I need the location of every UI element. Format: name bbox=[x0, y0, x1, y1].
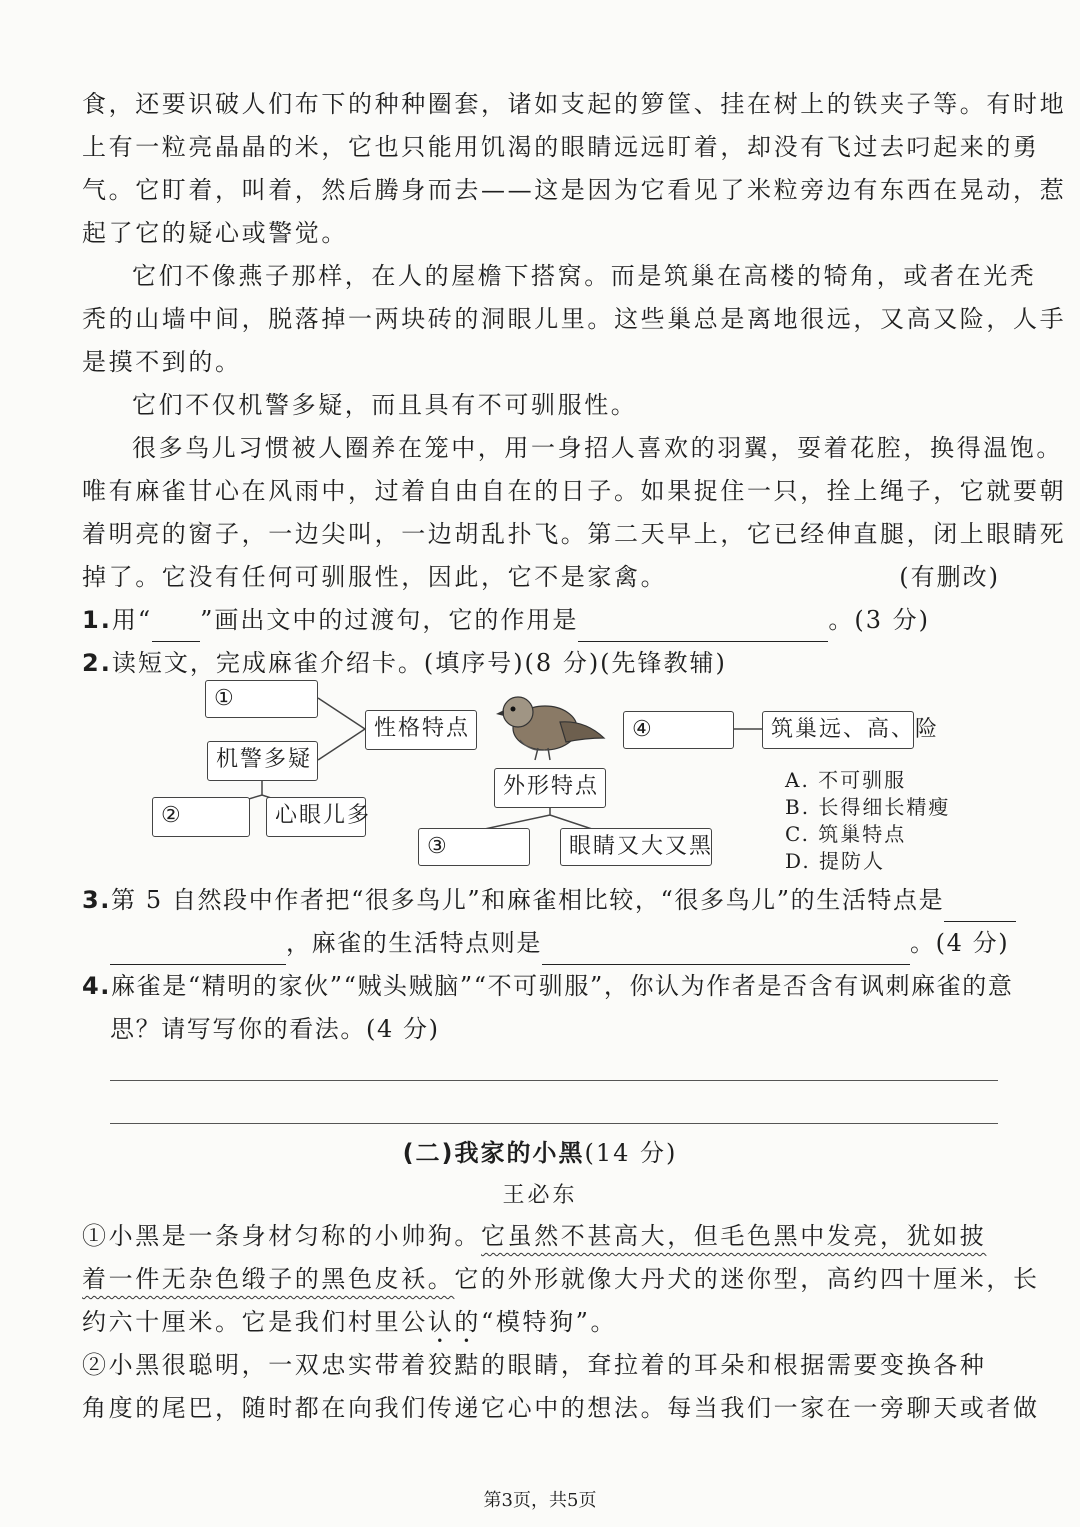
question-number: 4. bbox=[82, 972, 112, 1000]
answer-line[interactable] bbox=[110, 1080, 998, 1081]
passage-text: 它的外形就像大丹犬的迷你型，高约四十厘米，长 bbox=[454, 1265, 1040, 1293]
question-3 bbox=[82, 878, 1000, 922]
question-4 bbox=[82, 964, 1014, 1008]
emphasis-dot-char: 黠 bbox=[454, 1351, 482, 1379]
passage-line: 唯有麻雀甘心在风雨中，过着自由自在的日子。如果捉住一只，拴上绳子，它就要朝 bbox=[82, 477, 1067, 505]
question-number: 1. bbox=[82, 606, 112, 634]
question-score: 。(3 分) bbox=[828, 606, 931, 634]
sparrow-illustration bbox=[496, 697, 604, 760]
box-label: ① bbox=[214, 686, 236, 711]
question-number: 3. bbox=[82, 886, 112, 914]
passage2-line: 角度的尾巴，随时都在向我们传递它心中的想法。每当我们一家在一旁聊天或者做 bbox=[82, 1394, 1040, 1422]
answer-blank[interactable] bbox=[110, 938, 286, 965]
answer-box-3[interactable] bbox=[418, 828, 530, 866]
box-label: ④ bbox=[632, 717, 654, 742]
section-score: (14 分) bbox=[584, 1139, 678, 1167]
nest-node: 筑巢远、高、险 bbox=[762, 711, 914, 749]
passage-line: 气。它盯着，叫着，然后腾身而去——这是因为它看见了米粒旁边有东西在晃动，惹 bbox=[82, 176, 1067, 204]
wavy-underlined-text: 它虽然不甚高大，但毛色黑中发亮，犹如披 bbox=[481, 1222, 987, 1250]
alert-suspicious-node: 机警多疑 bbox=[207, 741, 318, 781]
passage2-line bbox=[82, 1343, 1000, 1387]
passage-text: 的眼睛，耷拉着的耳朵和根据需要变换各种 bbox=[481, 1351, 987, 1379]
page-footer: 第3页，共5页 bbox=[483, 1490, 597, 1511]
passage-line: 食，还要识破人们布下的种种圈套，诸如支起的箩筐、挂在树上的铁夹子等。有时地 bbox=[82, 90, 1067, 118]
passage-text: ②小黑很聪明，一双忠实带着 bbox=[82, 1351, 428, 1379]
question-text: 读短文，完成麻雀介绍卡。(填序号)(8 分)(先锋教辅) bbox=[111, 649, 727, 677]
passage-line: 很多鸟儿习惯被人圈养在笼中，用一身招人喜欢的羽翼，耍着花腔，换得温饱。 bbox=[132, 434, 1063, 462]
box-label: ③ bbox=[427, 834, 449, 859]
question-4-cont: 思？请写写你的看法。(4 分) bbox=[110, 1015, 440, 1043]
passage-text: ①小黑是一条身材匀称的小帅狗。 bbox=[82, 1222, 481, 1250]
question-text: 第 5 自然段中作者把“很多鸟儿”和麻雀相比较，“很多鸟儿”的生活特点是 bbox=[111, 886, 945, 914]
question-number: 2. bbox=[82, 649, 112, 677]
appearance-node: 外形特点 bbox=[494, 768, 606, 808]
question-text: 麻雀是“精明的家伙”“贼头贼脑”“不可驯服”，你认为作者是否含有讽刺麻雀的意 bbox=[111, 972, 1014, 1000]
option-b: B. 长得细长精瘦 bbox=[785, 795, 951, 819]
option-d: D. 提防人 bbox=[785, 849, 886, 873]
option-a: A. 不可驯服 bbox=[785, 768, 907, 792]
answer-blank[interactable] bbox=[944, 895, 1016, 922]
emphasis-dot-char: 狡 bbox=[427, 1351, 455, 1379]
passage-line: 是摸不到的。 bbox=[82, 348, 242, 376]
answer-blank[interactable] bbox=[542, 938, 910, 965]
wavy-underlined-text: 着一件无杂色缎子的黑色皮袄。 bbox=[82, 1265, 455, 1293]
question-text: ”画出文中的过渡句，它的作用是 bbox=[200, 606, 579, 634]
answer-line[interactable] bbox=[110, 1123, 998, 1124]
answer-box-1[interactable] bbox=[205, 680, 318, 718]
adaptation-note: (有删改) bbox=[899, 563, 1000, 591]
careful-node: 心眼儿多 bbox=[266, 797, 366, 837]
passage-line: 掉了。它没有任何可驯服性，因此，它不是家禽。 bbox=[82, 563, 668, 591]
passage-line: 起了它的疑心或警觉。 bbox=[82, 219, 348, 247]
personality-traits-node: 性格特点 bbox=[365, 710, 477, 750]
author: 王必东 bbox=[502, 1183, 578, 1208]
question-text: ，麻雀的生活特点则是 bbox=[286, 929, 542, 957]
option-c: C. 筑巢特点 bbox=[785, 822, 907, 846]
passage-line: 上有一粒亮晶晶的米，它也只能用饥渴的眼睛远远盯着，却没有飞过去叼起来的勇 bbox=[82, 133, 1040, 161]
passage2-line: 约六十厘米。它是我们村里公认的“模特狗”。 bbox=[82, 1308, 618, 1336]
box-label: ② bbox=[161, 803, 183, 828]
answer-box-4[interactable] bbox=[623, 711, 734, 749]
passage2-line bbox=[82, 1257, 1040, 1301]
passage-line: 着明亮的窗子，一边尖叫，一边胡乱扑飞。第二天早上，它已经伸直腿，闭上眼睛死 bbox=[82, 520, 1067, 548]
question-score: 。(4 分) bbox=[910, 929, 1010, 957]
passage-line: 秃的山墙中间，脱落掉一两块砖的洞眼儿里。这些巢总是离地很远，又高又险，人手 bbox=[82, 305, 1067, 333]
section-title-text: (二)我家的小黑 bbox=[402, 1139, 585, 1167]
passage-line: 它们不仅机警多疑，而且具有不可驯服性。 bbox=[132, 391, 638, 419]
passage-line: 它们不像燕子那样，在人的屋檐下搭窝。而是筑巢在高楼的犄角，或者在光秃 bbox=[132, 262, 1037, 290]
eyes-node: 眼睛又大又黑 bbox=[560, 828, 712, 866]
question-3-cont bbox=[110, 921, 1028, 965]
section-title bbox=[0, 1133, 1080, 1173]
answer-box-2[interactable] bbox=[152, 797, 250, 837]
question-text: 用“ bbox=[111, 606, 153, 634]
passage2-line bbox=[82, 1214, 1000, 1258]
